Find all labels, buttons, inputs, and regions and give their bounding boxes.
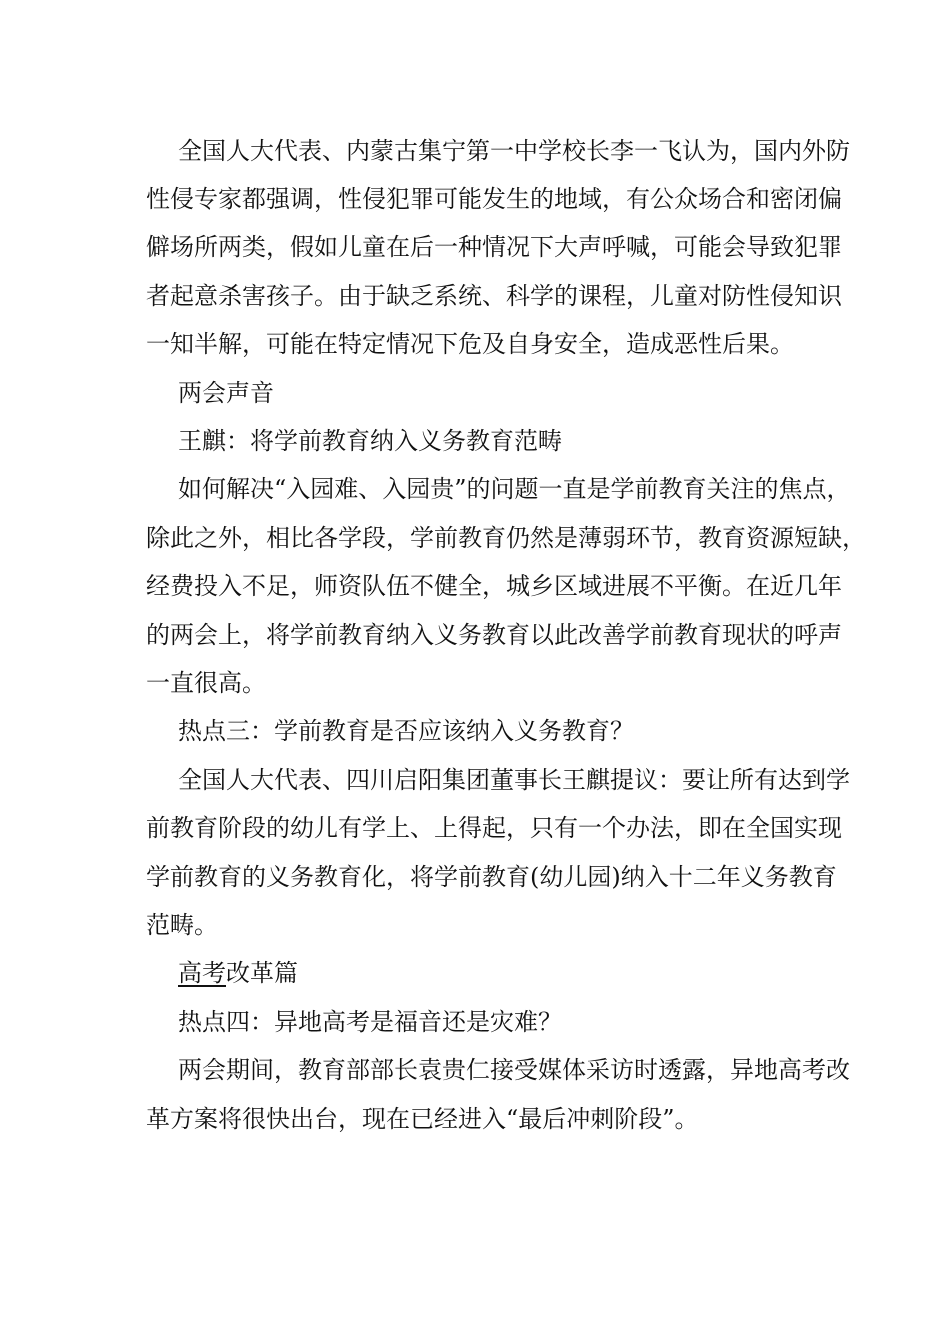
paragraph-line: 如何解决“入园难、入园贵”的问题一直是学前教育关注的焦点， [178,475,851,503]
paragraph-line: 经费投入不足，师资队伍不健全，城乡区域进展不平衡。在近几年 [146,572,842,600]
paragraph-line: 的两会上，将学前教育纳入义务教育以此改善学前教育现状的呼声 [146,621,842,649]
paragraph-line: 一直很高。 [146,669,266,697]
underlined-keyword: 高考 [178,959,226,987]
paragraph-line: 学前教育的义务教育化，将学前教育(幼儿园)纳入十二年义务教育 [146,863,837,891]
paragraph-line: 一知半解，可能在特定情况下危及自身安全，造成恶性后果。 [146,330,794,358]
heading-rest: 改革篇 [226,959,298,987]
section-heading: 两会声音 [178,379,274,407]
paragraph-line: 前教育阶段的幼儿有学上、上得起，只有一个办法，即在全国实现 [146,814,842,842]
section-heading-gaokao [178,958,298,988]
hot-topic-heading: 热点三：学前教育是否应该纳入义务教育？ [178,717,634,745]
paragraph-line: 革方案将很快出台，现在已经进入“最后冲刺阶段”。 [146,1105,699,1133]
paragraph-line: 者起意杀害孩子。由于缺乏系统、科学的课程，儿童对防性侵知识 [146,282,842,310]
section-subheading: 王麒：将学前教育纳入义务教育范畴 [178,427,562,455]
paragraph-line: 全国人大代表、四川启阳集团董事长王麒提议：要让所有达到学 [178,766,850,794]
paragraph-line: 除此之外，相比各学段，学前教育仍然是薄弱环节，教育资源短缺， [146,524,866,552]
hot-topic-heading: 热点四：异地高考是福音还是灾难？ [178,1008,562,1036]
paragraph-line: 全国人大代表、内蒙古集宁第一中学校长李一飞认为，国内外防 [178,137,850,165]
paragraph-line: 僻场所两类，假如儿童在后一种情况下大声呼喊，可能会导致犯罪 [146,233,842,261]
paragraph-line: 两会期间，教育部部长袁贵仁接受媒体采访时透露，异地高考改 [178,1056,850,1084]
paragraph-line: 范畴。 [146,911,218,939]
paragraph-line: 性侵专家都强调，性侵犯罪可能发生的地域，有公众场合和密闭偏 [146,185,842,213]
